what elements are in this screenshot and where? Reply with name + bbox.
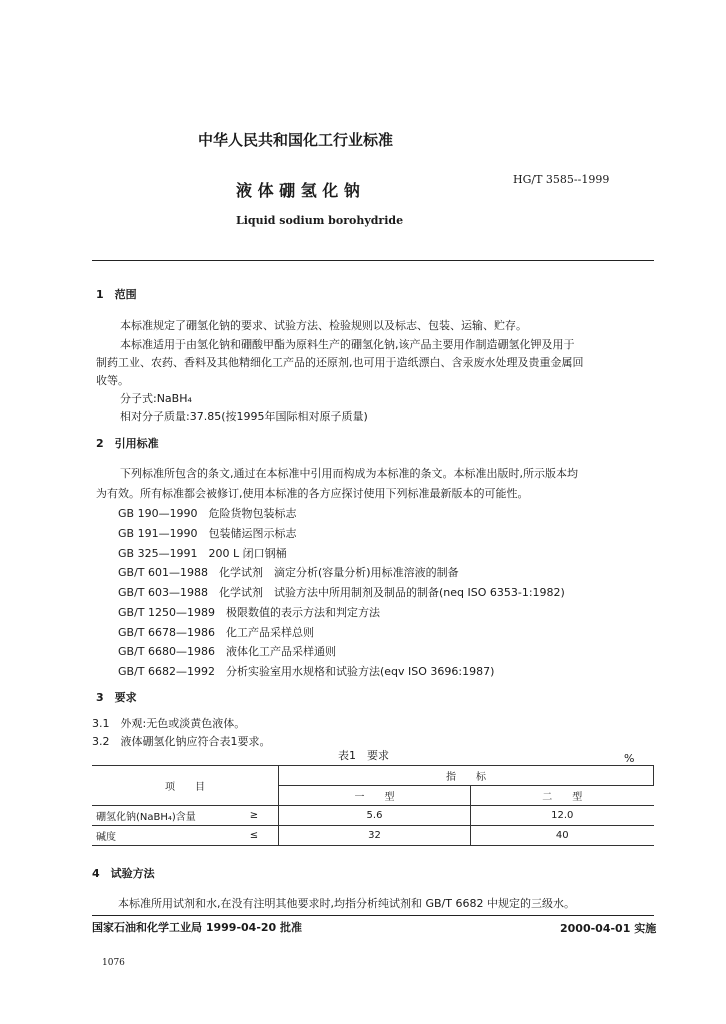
section-1-heading: 1 范围: [96, 288, 137, 301]
row-item: 硼氢化钠(NaBH₄)含量: [92, 806, 230, 826]
reference-item: GB 191—1990 包装储运图示标志: [118, 527, 297, 540]
section-3-heading: 3 要求: [96, 691, 137, 704]
grade-2-header: 二 型: [471, 786, 654, 806]
row-grade-1-value: 32: [279, 826, 471, 846]
reference-item: GB 190—1990 危险货物包装标志: [118, 507, 297, 520]
table-row: [92, 826, 654, 846]
table-row: [92, 806, 654, 826]
reference-item: GB/T 1250—1989 极限数值的表示方法和判定方法: [118, 606, 380, 619]
reference-item: GB/T 601—1988 化学试剂 滴定分析(容量分析)用标准溶液的制备: [118, 566, 459, 579]
row-grade-1-value: 5.6: [279, 806, 471, 826]
section-1-para-2-line-1: 本标准适用于由氢化钠和硼酸甲酯为原料生产的硼氢化钠,该产品主要用作制造硼氢化钾及用于: [120, 338, 575, 351]
row-grade-2-value: 40: [471, 826, 654, 846]
row-operator: ≤: [230, 826, 279, 846]
section-2-para-line-2: 为有效。所有标准都会被修订,使用本标准的各方应探讨使用下列标准最新版本的可能性。: [96, 487, 529, 500]
section-2-para-line-1: 下列标准所包含的条文,通过在本标准中引用而构成为本标准的条文。本标准出版时,所示版本均: [120, 467, 578, 480]
reference-item: GB/T 603—1988 化学试剂 试验方法中所用制剂及制品的制备(neq ISO 6353-1:1982): [118, 586, 565, 599]
standard-category: 中华人民共和国化工行业标准: [198, 131, 394, 149]
section-4-para: 本标准所用试剂和水,在没有注明其他要求时,均指分析纯试剂和 GB/T 6682 中规定的三级水。: [118, 897, 575, 910]
row-item: 碱度: [92, 826, 230, 846]
footer-rule: [92, 915, 654, 916]
title-cn: 液 体 硼 氢 化 钠: [236, 181, 360, 200]
reference-item: GB/T 6680—1986 液体化工产品采样通则: [118, 645, 336, 658]
molecular-formula: 分子式:NaBH₄: [120, 392, 192, 405]
table-unit: %: [624, 752, 635, 765]
reference-item: GB 325—1991 200 L 闭口钢桶: [118, 547, 287, 560]
reference-item: GB/T 6682—1992 分析实验室用水规格和试验方法(eqv ISO 3696:1987): [118, 665, 495, 678]
reference-item: GB/T 6678—1986 化工产品采样总则: [118, 626, 314, 639]
header-rule: [92, 260, 654, 261]
page-number: 1076: [102, 958, 125, 968]
row-grade-2-value: 12.0: [471, 806, 654, 826]
molecular-mass: 相对分子质量:37.85(按1995年国际相对原子质量): [120, 410, 368, 423]
grade-1-header: 一 型: [279, 786, 471, 806]
table-caption: 表1 要求: [338, 749, 389, 762]
issued-date: 国家石油和化学工业局 1999-04-20 批准: [92, 921, 303, 934]
standard-number: HG/T 3585--1999: [513, 173, 610, 186]
section-2-heading: 2 引用标准: [96, 437, 159, 450]
table-header-row: [92, 766, 654, 786]
col-index-header: 指 标: [279, 766, 654, 786]
section-3-item-2: 3.2 液体硼氢化钠应符合表1要求。: [92, 735, 271, 748]
section-3-item-1: 3.1 外观:无色或淡黄色液体。: [92, 717, 246, 730]
section-1-para-2-line-3: 收等。: [96, 374, 129, 387]
effective-date: 2000-04-01 实施: [560, 922, 657, 935]
section-1-para-1: 本标准规定了硼氢化钠的要求、试验方法、检验规则以及标志、包装、运输、贮存。: [120, 319, 527, 332]
col-item-header: 项 目: [92, 766, 279, 806]
section-4-heading: 4 试验方法: [92, 867, 155, 880]
requirements-table: [92, 765, 654, 846]
section-1-para-2-line-2: 制药工业、农药、香料及其他精细化工产品的还原剂,也可用于造纸漂白、含汞废水处理及贵重金属回: [96, 356, 584, 369]
title-en: Liquid sodium borohydride: [236, 214, 404, 227]
row-operator: ≥: [230, 806, 279, 826]
